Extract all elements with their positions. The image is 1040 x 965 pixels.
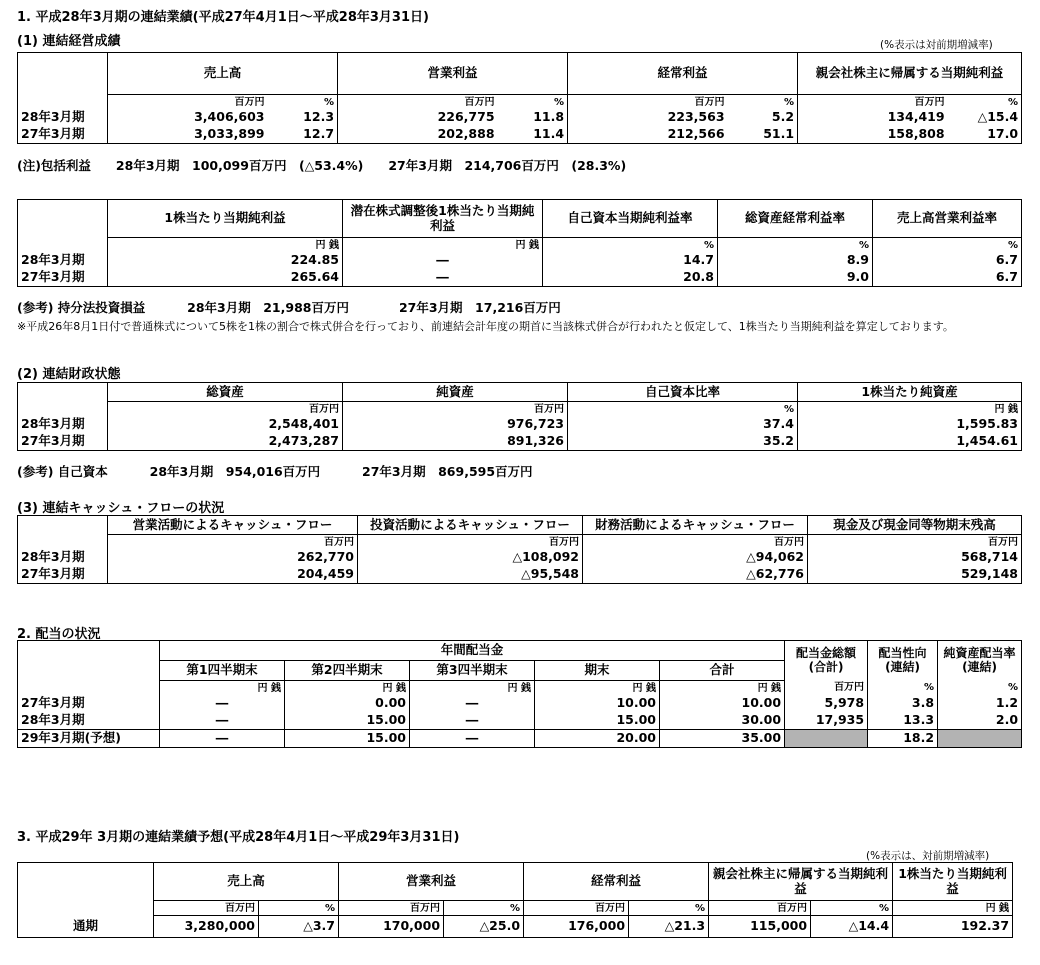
col-header: 営業利益 [338,53,568,95]
cell-value: 11.8 [498,109,568,126]
col-header: 総資産 [108,383,343,402]
col-header: 売上高営業利益率 [873,200,1022,238]
unit-label: % [868,681,938,696]
unit-label: 円 銭 [893,901,1013,916]
col-header: 親会社株主に帰属する当期純利益 [709,863,893,901]
cell-value: 10.00 [535,695,660,712]
cell-value: △14.4 [811,916,893,938]
cell-value: 1.2 [938,695,1022,712]
cell-value: △62,776 [583,566,808,583]
cell-value: △95,548 [358,566,583,583]
cell-value: 15.00 [285,712,410,729]
cell-value: 6.7 [873,252,1022,269]
col-header: 営業利益 [339,863,524,901]
cell-value: ― [343,269,543,286]
cell-value: 265.64 [108,269,343,286]
row-label: 27年3月期 [18,269,108,286]
unit-label: 百万円 [798,95,948,110]
unit-label: 百万円 [568,95,728,110]
comprehensive-income-note: (注)包括利益 28年3月期 100,099百万円 (△53.4%) 27年3月期 214,706百万円 (28.3%) [17,158,627,173]
row-label: 28年3月期 [18,549,108,566]
unit-label: 円 銭 [798,402,1022,417]
cell-value: ― [160,729,285,747]
cell-value: 6.7 [873,269,1022,286]
section1-subtitle: (1) 連結経営成績 [17,34,121,49]
table-row [18,712,1022,729]
col-header: 期末 [535,661,660,681]
cell-value: 17.0 [948,126,1022,143]
forecast-table [17,862,1013,938]
cell-value: 2.0 [938,712,1022,729]
forecast-title: 3. 平成29年 3月期の連結業績予想(平成28年4月1日～平成29年3月31日) [17,830,460,845]
col-header: 配当性向(連結) [868,641,938,681]
cell-value: 176,000 [524,916,629,938]
unit-label: 百万円 [339,901,444,916]
unit-label: 円 銭 [160,681,285,696]
section1-title: 1. 平成28年3月期の連結業績(平成27年4月1日～平成28年3月31日) [17,10,429,25]
cell-value: 134,419 [798,109,948,126]
col-header: 純資産 [343,383,568,402]
cell-value: 1,595.83 [798,416,1022,433]
table-row [18,729,1022,747]
cell-value: ― [160,695,285,712]
row-label: 28年3月期 [18,416,108,433]
table-row [18,126,1022,143]
unit-label: 百万円 [154,901,259,916]
row-label: 27年3月期 [18,566,108,583]
cell-value: △3.7 [259,916,339,938]
cell-value: 20.8 [543,269,718,286]
table-row [18,916,1013,938]
col-header: 親会社株主に帰属する当期純利益 [798,53,1022,95]
row-label: 28年3月期 [18,712,160,729]
unit-label: % [718,238,873,253]
cell-value: 5.2 [728,109,798,126]
cell-value: 18.2 [868,729,938,747]
cell-value: 15.00 [535,712,660,729]
cell-value: 8.9 [718,252,873,269]
cell-value: 9.0 [718,269,873,286]
cell-value: 11.4 [498,126,568,143]
col-header: 第2四半期末 [285,661,410,681]
cell-value: 20.00 [535,729,660,747]
cell-value: 1,454.61 [798,433,1022,450]
equity-method-note: (参考) 持分法投資損益 28年3月期 21,988百万円 27年3月期 17,216百万円 [17,300,561,315]
cell-value: 12.7 [268,126,338,143]
col-header: 財務活動によるキャッシュ・フロー [583,516,808,535]
cell-value: 158,808 [798,126,948,143]
cell-value: 10.00 [660,695,785,712]
col-header: 純資産配当率(連結) [938,641,1022,681]
cell-value: 3.8 [868,695,938,712]
cell-value: ― [410,695,535,712]
row-label: 27年3月期 [18,695,160,712]
col-header: 第1四半期末 [160,661,285,681]
unit-label: % [629,901,709,916]
col-header: 売上高 [154,863,339,901]
dividend-title: 2. 配当の状況 [17,627,101,642]
cell-value: 17,935 [785,712,868,729]
col-header: 潜在株式調整後1株当たり当期純利益 [343,200,543,238]
forecast-note: (%表示は、対前期増減率) [866,850,990,862]
section2-subtitle: (2) 連結財政状態 [17,367,121,382]
cell-value: 976,723 [343,416,568,433]
cell-value: 30.00 [660,712,785,729]
cell-value: 2,548,401 [108,416,343,433]
cell-value: 51.1 [728,126,798,143]
unit-label: 百万円 [343,402,568,417]
cell-value: 262,770 [108,549,358,566]
col-header: 自己資本当期純利益率 [543,200,718,238]
cell-value: 226,775 [338,109,498,126]
unit-label: 百万円 [785,681,868,696]
cell-value: △21.3 [629,916,709,938]
col-header: 営業活動によるキャッシュ・フロー [108,516,358,535]
row-label: 27年3月期 [18,433,108,450]
unit-label: 百万円 [709,901,811,916]
unit-label: 百万円 [358,535,583,550]
unit-label: % [873,238,1022,253]
unit-label: 円 銭 [535,681,660,696]
table-row [18,549,1022,566]
cell-value: △15.4 [948,109,1022,126]
col-header: 1株当たり純資産 [798,383,1022,402]
per-share-table [17,199,1022,287]
col-header: 合計 [660,661,785,681]
table-row [18,695,1022,712]
shaded-cell [938,729,1022,747]
col-header: 第3四半期末 [410,661,535,681]
unit-label: 円 銭 [108,238,343,253]
cell-value: 35.00 [660,729,785,747]
cell-value: ― [410,712,535,729]
unit-label: 百万円 [108,402,343,417]
unit-label: 百万円 [108,535,358,550]
col-header: 経常利益 [524,863,709,901]
col-header: 現金及び現金同等物期末残高 [808,516,1022,535]
unit-label: % [259,901,339,916]
unit-label: 円 銭 [343,238,543,253]
cell-value: △108,092 [358,549,583,566]
cell-value: 14.7 [543,252,718,269]
table-row [18,269,1022,286]
annual-dividend-header: 年間配当金 [160,641,785,661]
unit-label: % [568,402,798,417]
financial-position-table [17,382,1022,451]
col-header: 配当金総額(合計) [785,641,868,681]
unit-label: 百万円 [338,95,498,110]
unit-label: % [728,95,798,110]
row-label: 29年3月期(予想) [18,729,160,747]
col-header: 1株当たり当期純利益 [893,863,1013,901]
cell-value: 37.4 [568,416,798,433]
share-consolidation-footnote: ※平成26年8月1日付で普通株式について5株を1株の割合で株式併合を行っており、前連結会計年度の期首に当該株式併合が行われたと仮定して、1株当たり当期純利益を算定しております。 [17,320,954,333]
col-header: 1株当たり当期純利益 [108,200,343,238]
unit-label: % [268,95,338,110]
cell-value: 2,473,287 [108,433,343,450]
section1-note: (%表示は対前期増減率) [880,39,993,51]
col-header: 売上高 [108,53,338,95]
cell-value: ― [160,712,285,729]
cell-value: 568,714 [808,549,1022,566]
cell-value: △25.0 [444,916,524,938]
unit-label: % [948,95,1022,110]
unit-label: % [498,95,568,110]
equity-ref-note: (参考) 自己資本 28年3月期 954,016百万円 27年3月期 869,595百万円 [17,464,533,479]
col-header: 自己資本比率 [568,383,798,402]
row-label: 27年3月期 [18,126,108,143]
dividend-table [17,640,1022,748]
cell-value: ― [343,252,543,269]
unit-label: 百万円 [583,535,808,550]
row-label: 28年3月期 [18,109,108,126]
unit-label: % [938,681,1022,696]
unit-label: 百万円 [524,901,629,916]
unit-label: % [811,901,893,916]
col-header: 総資産経常利益率 [718,200,873,238]
unit-label: 円 銭 [285,681,410,696]
col-header: 経常利益 [568,53,798,95]
cell-value: 223,563 [568,109,728,126]
section3-subtitle: (3) 連結キャッシュ・フローの状況 [17,501,225,516]
table-row [18,416,1022,433]
cell-value: 529,148 [808,566,1022,583]
col-header: 投資活動によるキャッシュ・フロー [358,516,583,535]
corner-cell [18,53,108,95]
cell-value: 212,566 [568,126,728,143]
table-row [18,566,1022,583]
unit-label: 円 銭 [410,681,535,696]
cash-flow-table [17,515,1022,584]
cell-value: 891,326 [343,433,568,450]
cell-value: 0.00 [285,695,410,712]
table-row [18,109,1022,126]
cell-value: 12.3 [268,109,338,126]
cell-value: 115,000 [709,916,811,938]
cell-value: 192.37 [893,916,1013,938]
cell-value: 15.00 [285,729,410,747]
unit-label: % [444,901,524,916]
operating-results-table [17,52,1022,144]
cell-value: 204,459 [108,566,358,583]
shaded-cell [785,729,868,747]
table-row [18,433,1022,450]
cell-value: 35.2 [568,433,798,450]
unit-label: 百万円 [108,95,268,110]
cell-value: 3,406,603 [108,109,268,126]
cell-value: 202,888 [338,126,498,143]
row-label: 28年3月期 [18,252,108,269]
cell-value: ― [410,729,535,747]
cell-value: 13.3 [868,712,938,729]
cell-value: 3,280,000 [154,916,259,938]
cell-value: △94,062 [583,549,808,566]
cell-value: 224.85 [108,252,343,269]
unit-label: 百万円 [808,535,1022,550]
table-row [18,252,1022,269]
cell-value: 170,000 [339,916,444,938]
unit-label: % [543,238,718,253]
cell-value: 3,033,899 [108,126,268,143]
row-label: 通期 [18,916,154,938]
unit-label: 円 銭 [660,681,785,696]
cell-value: 5,978 [785,695,868,712]
